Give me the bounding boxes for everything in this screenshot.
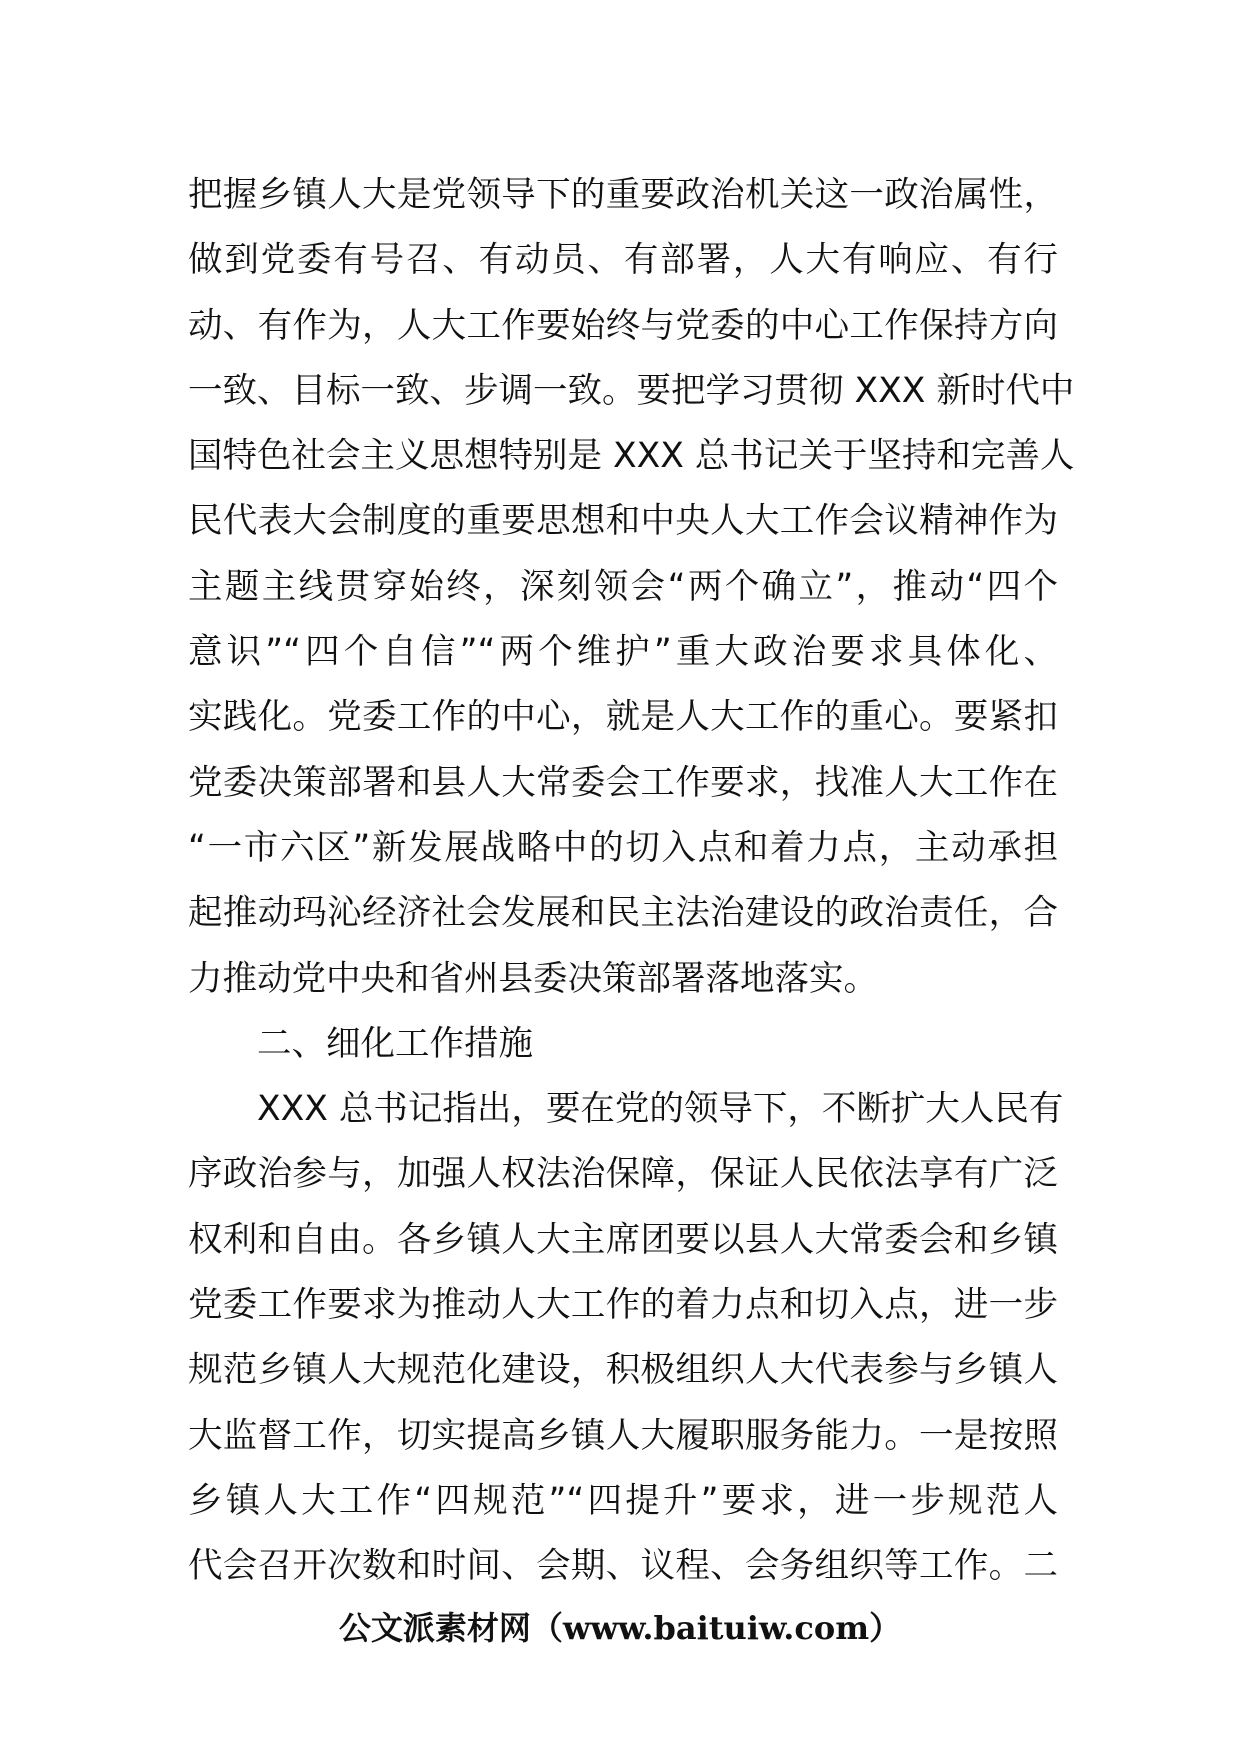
text-line: 力推动党中央和省州县委决策部署落地落实。 bbox=[188, 958, 878, 999]
text-line: 序政治参与，加强人权法治保障，保证人民依法享有广泛 bbox=[188, 1154, 1058, 1195]
text-line: 乡镇人大工作“四规范”“四提升”要求，进一步规范人 bbox=[188, 1480, 1058, 1521]
text-line: 规范乡镇人大规范化建设，积极组织人大代表参与乡镇人 bbox=[188, 1350, 1058, 1391]
text-line: 起推动玛沁经济社会发展和民主法治建设的政治责任，合 bbox=[188, 893, 1058, 934]
text-line: 大监督工作，切实提高乡镇人大履职服务能力。一是按照 bbox=[188, 1415, 1058, 1456]
text-line: 做到党委有号召、有动员、有部署，人大有响应、有行 bbox=[188, 240, 1058, 281]
document-body bbox=[188, 163, 1075, 1600]
text-line: 党委工作要求为推动人大工作的着力点和切入点，进一步 bbox=[188, 1285, 1058, 1326]
text-line: 实践化。党委工作的中心，就是人大工作的重心。要紧扣 bbox=[188, 697, 1058, 738]
text-line: 代会召开次数和时间、会期、议程、会务组织等工作。二 bbox=[188, 1546, 1058, 1587]
text-line: 国特色社会主义思想特别是 XXX 总书记关于坚持和完善人 bbox=[188, 436, 1075, 477]
footer-watermark: 公文派素材网（www.baituiw.com） bbox=[338, 1609, 902, 1647]
section-heading: 二、细化工作措施 bbox=[257, 1023, 533, 1064]
text-line: 党委决策部署和县人大常委会工作要求，找准人大工作在 bbox=[188, 762, 1058, 803]
text-line: 意识”“四个自信”“两个维护”重大政治要求具体化、 bbox=[188, 632, 1058, 673]
text-line: XXX 总书记指出，要在党的领导下，不断扩大人民有 bbox=[257, 1089, 1064, 1130]
text-line: 民代表大会制度的重要思想和中央人大工作会议精神作为 bbox=[188, 501, 1058, 542]
text-line: “一市六区”新发展战略中的切入点和着力点，主动承担 bbox=[188, 827, 1058, 868]
text-line: 动、有作为，人大工作要始终与党委的中心工作保持方向 bbox=[188, 305, 1058, 346]
text-line: 把握乡镇人大是党领导下的重要政治机关这一政治属性， bbox=[188, 175, 1058, 215]
text-line: 主题主线贯穿始终，深刻领会“两个确立”，推动“四个 bbox=[188, 566, 1058, 607]
text-line: 权利和自由。各乡镇人大主席团要以县人大常委会和乡镇 bbox=[188, 1219, 1058, 1260]
text-line: 一致、目标一致、步调一致。要把学习贯彻 XXX 新时代中 bbox=[188, 370, 1075, 411]
